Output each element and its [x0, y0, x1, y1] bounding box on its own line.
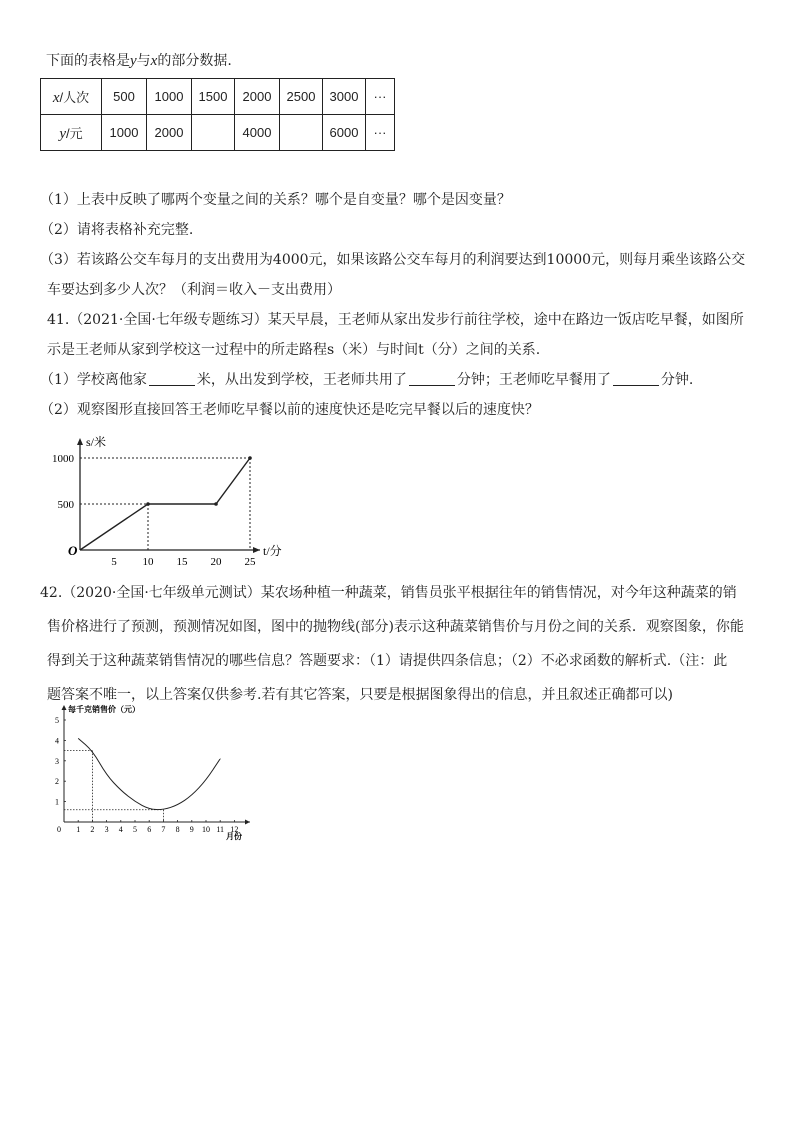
table-cell: 2000 — [235, 79, 280, 115]
data-point — [248, 456, 252, 460]
y-axis-label: s/米 — [86, 435, 107, 449]
y-axis-label: 每千克销售价（元） — [68, 705, 140, 714]
table-cell: 2000 — [147, 115, 192, 151]
table-cell — [192, 115, 235, 151]
series-curve — [78, 738, 220, 809]
answer-blank[interactable] — [409, 371, 455, 386]
y-tick-label: 500 — [57, 499, 74, 511]
table-cell: ··· — [366, 115, 395, 151]
q40-sub1: （1）上表中反映了哪两个变量之间的关系？哪个是自变量？哪个是因变量？ — [40, 192, 511, 208]
x-tick-label: 10 — [142, 556, 154, 568]
q41-stem-line2: 示是王老师从家到学校这一过程中的所走路程s（米）与时间t（分）之间的关系. — [47, 342, 541, 358]
table-cell: 1000 — [102, 115, 147, 151]
x-tick-label: 8 — [175, 825, 180, 834]
table-row — [41, 115, 395, 151]
q41-sub1: （1）学校离他家 米，从出发到学校，王老师共用了 分钟；王老师吃早餐用了 分钟. — [40, 372, 694, 388]
x-tick-label: 15 — [176, 556, 188, 568]
intro-text: 的部分数据. — [157, 53, 232, 69]
x-tick-label: 11 — [216, 825, 225, 834]
table-cell: 1000 — [147, 79, 192, 115]
x-axis-arrow — [245, 820, 250, 825]
x-tick-label: 5 — [111, 556, 117, 568]
x-tick-label: 9 — [189, 825, 194, 834]
y-axis-arrow — [77, 438, 83, 445]
table-cell: 500 — [102, 79, 147, 115]
q42-stem-line4: 题答案不唯一，以上答案仅供参考.若有其它答案，只要是根据图象得出的信息，并且叙述正确都可以) — [47, 687, 673, 703]
q41-sub2: （2）观察图形直接回答王老师吃早餐以前的速度快还是吃完早餐以后的速度快？ — [40, 402, 539, 418]
x-tick-label: 25 — [244, 556, 256, 568]
x-tick-label: 20 — [210, 556, 222, 568]
table-cell — [280, 115, 323, 151]
x-axis-label: 月份 — [226, 832, 242, 841]
row-header-y: y/元 — [41, 115, 102, 151]
x-tick-label: 6 — [147, 825, 152, 834]
x-tick-label: 2 — [90, 825, 95, 834]
x-tick-label: 3 — [104, 825, 109, 834]
x-tick-label: 12 — [230, 825, 239, 834]
intro-text: 与 — [136, 53, 151, 69]
q42-stem-line2: 售价格进行了预测，预测情况如图，图中的抛物线(部分)表示这种蔬菜销售价与月份之间的关系．观察图象，你能 — [47, 619, 744, 635]
q40-sub3-line1: （3）若该路公交车每月的支出费用为4000元，如果该路公交车每月的利润要达到10000元，则每月乘坐该路公交 — [40, 252, 746, 268]
origin-label: 0 — [57, 825, 61, 834]
y-tick-label: 5 — [55, 716, 59, 725]
var-y: y — [130, 53, 137, 69]
table-cell: 1500 — [192, 79, 235, 115]
q40-sub3-line2: 车要达到多少人次？（利润＝收入－支出费用） — [47, 282, 341, 298]
table-cell: 4000 — [235, 115, 280, 151]
table-intro — [46, 50, 232, 70]
y-tick-label: 4 — [55, 736, 59, 746]
x-tick-label: 5 — [133, 825, 137, 834]
xy-table — [40, 78, 395, 151]
row-header-x: x/人次 — [41, 79, 102, 115]
y-tick-label: 1000 — [52, 453, 74, 465]
q41-stem-line1: 41.（2021·全国·七年级专题练习）某天早晨，王老师从家出发步行前往学校，途中在路边一饭店吃早餐，如图所 — [47, 312, 744, 328]
x-tick-label: 4 — [118, 825, 123, 834]
table-cell: 3000 — [323, 79, 366, 115]
data-point — [146, 502, 150, 506]
x-axis-arrow — [253, 547, 260, 553]
data-point — [214, 502, 218, 506]
table-cell: 6000 — [323, 115, 366, 151]
origin-label: O — [68, 543, 78, 558]
table-row — [41, 79, 395, 115]
y-axis-arrow — [62, 705, 67, 710]
q42-stem-line1: 42.（2020·全国·七年级单元测试）某农场种植一种蔬菜，销售员张平根据往年的销售情况，对今年这种蔬菜的销 — [40, 585, 737, 601]
q40-sub2: （2）请将表格补充完整. — [40, 222, 194, 238]
y-tick-label: 2 — [55, 777, 59, 787]
intro-text: 下面的表格是 — [46, 53, 130, 69]
table-cell: ··· — [366, 79, 395, 115]
x-axis-label: t/分 — [263, 544, 282, 558]
x-tick-label: 1 — [76, 825, 81, 834]
answer-blank[interactable] — [149, 371, 195, 386]
answer-blank[interactable] — [613, 371, 659, 386]
y-tick-label: 3 — [55, 756, 59, 766]
var-x: x — [150, 53, 158, 69]
y-tick-label: 1 — [55, 797, 59, 807]
x-tick-label: 10 — [202, 825, 210, 834]
distance-time-chart — [40, 432, 300, 572]
table-cell: 2500 — [280, 79, 323, 115]
price-month-chart — [40, 700, 260, 845]
q42-stem-line3: 得到关于这种蔬菜销售情况的哪些信息？答题要求：（1）请提供四条信息；（2）不必求函数的解析式.（注：此 — [47, 653, 728, 669]
x-tick-label: 7 — [161, 825, 166, 834]
